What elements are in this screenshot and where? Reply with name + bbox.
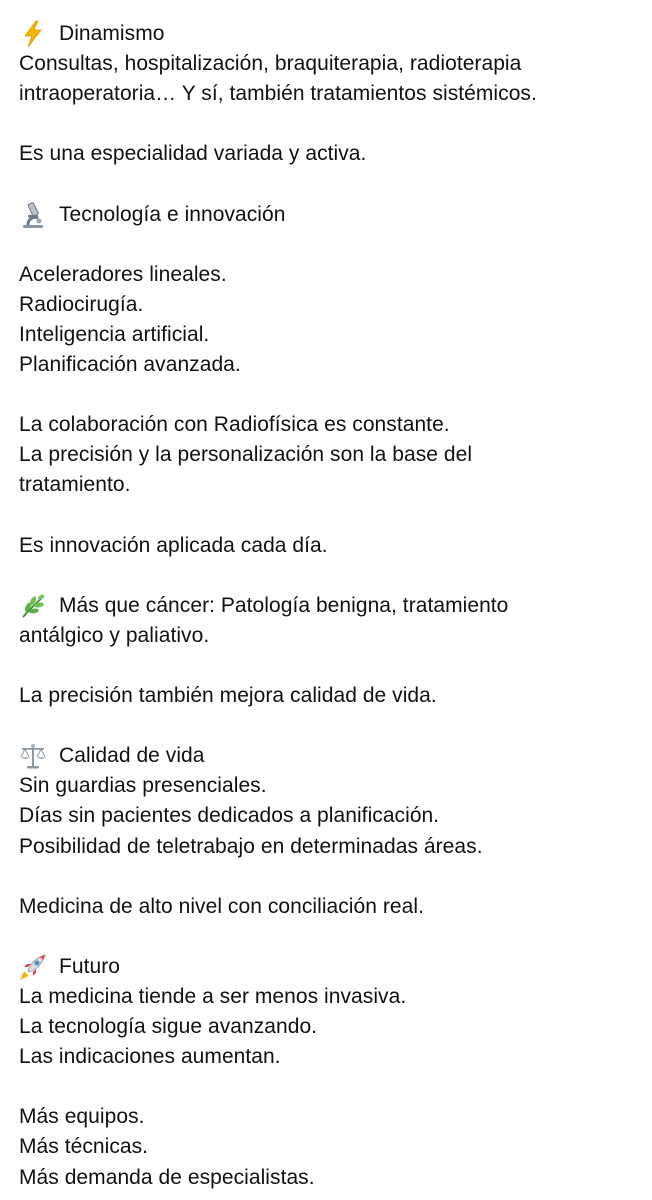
body-line: Días sin pacientes dedicados a planificación. [19, 804, 440, 828]
section-title: Tecnología e innovación [59, 202, 286, 226]
closing-line: Es innovación aplicada cada día. [19, 533, 328, 557]
microscope-icon [19, 201, 47, 229]
body-line: Consultas, hospitalización, braquiterapia, radioterapia [19, 52, 522, 76]
section-heading-calidad [19, 741, 644, 771]
body-line: La tecnología sigue avanzando. [19, 1015, 318, 1039]
section-heading-tecnologia [19, 200, 644, 230]
section-heading-dinamismo [19, 19, 644, 49]
body-line: Posibilidad de teletrabajo en determinadas áreas. [19, 834, 483, 858]
section-title: Futuro [59, 954, 120, 978]
section-title: Calidad de vida [59, 744, 205, 768]
body-line: La precisión y la personalización son la base del [19, 443, 473, 467]
closing-line: Es una especialidad variada y activa. [19, 142, 367, 166]
list-item: Planificación avanzada. [19, 353, 241, 377]
closing-line: Medicina de alto nivel con conciliación real. [19, 894, 424, 918]
section-title-continuation: antálgico y paliativo. [19, 623, 210, 647]
balance-scale-icon [19, 742, 47, 770]
herb-icon [19, 592, 47, 620]
section-title: Dinamismo [59, 22, 165, 45]
document-body [19, 19, 644, 1193]
body-line: tratamiento. [19, 473, 131, 497]
body-line: La medicina tiende a ser menos invasiva. [19, 985, 407, 1008]
lightning-icon [19, 20, 47, 48]
body-line: La colaboración con Radiofísica es constante. [19, 413, 450, 437]
closing-line: Más demanda de especialistas. [19, 1165, 315, 1189]
list-item: Aceleradores lineales. [19, 262, 227, 286]
body-line: Las indicaciones aumentan. [19, 1045, 281, 1069]
body-line: intraoperatoria… Y sí, también tratamientos sistémicos. [19, 82, 537, 106]
section-heading-mas-que-cancer [19, 591, 644, 621]
list-item: Radiocirugía. [19, 292, 144, 316]
closing-line: Más equipos. [19, 1105, 145, 1129]
body-line: Sin guardias presenciales. [19, 774, 267, 798]
closing-line: Más técnicas. [19, 1135, 149, 1159]
rocket-icon [19, 953, 47, 981]
section-heading-futuro [19, 952, 644, 982]
closing-line: La precisión también mejora calidad de vida. [19, 684, 437, 708]
list-item: Inteligencia artificial. [19, 322, 210, 346]
section-title: Más que cáncer: Patología benigna, tratamiento [59, 593, 509, 617]
